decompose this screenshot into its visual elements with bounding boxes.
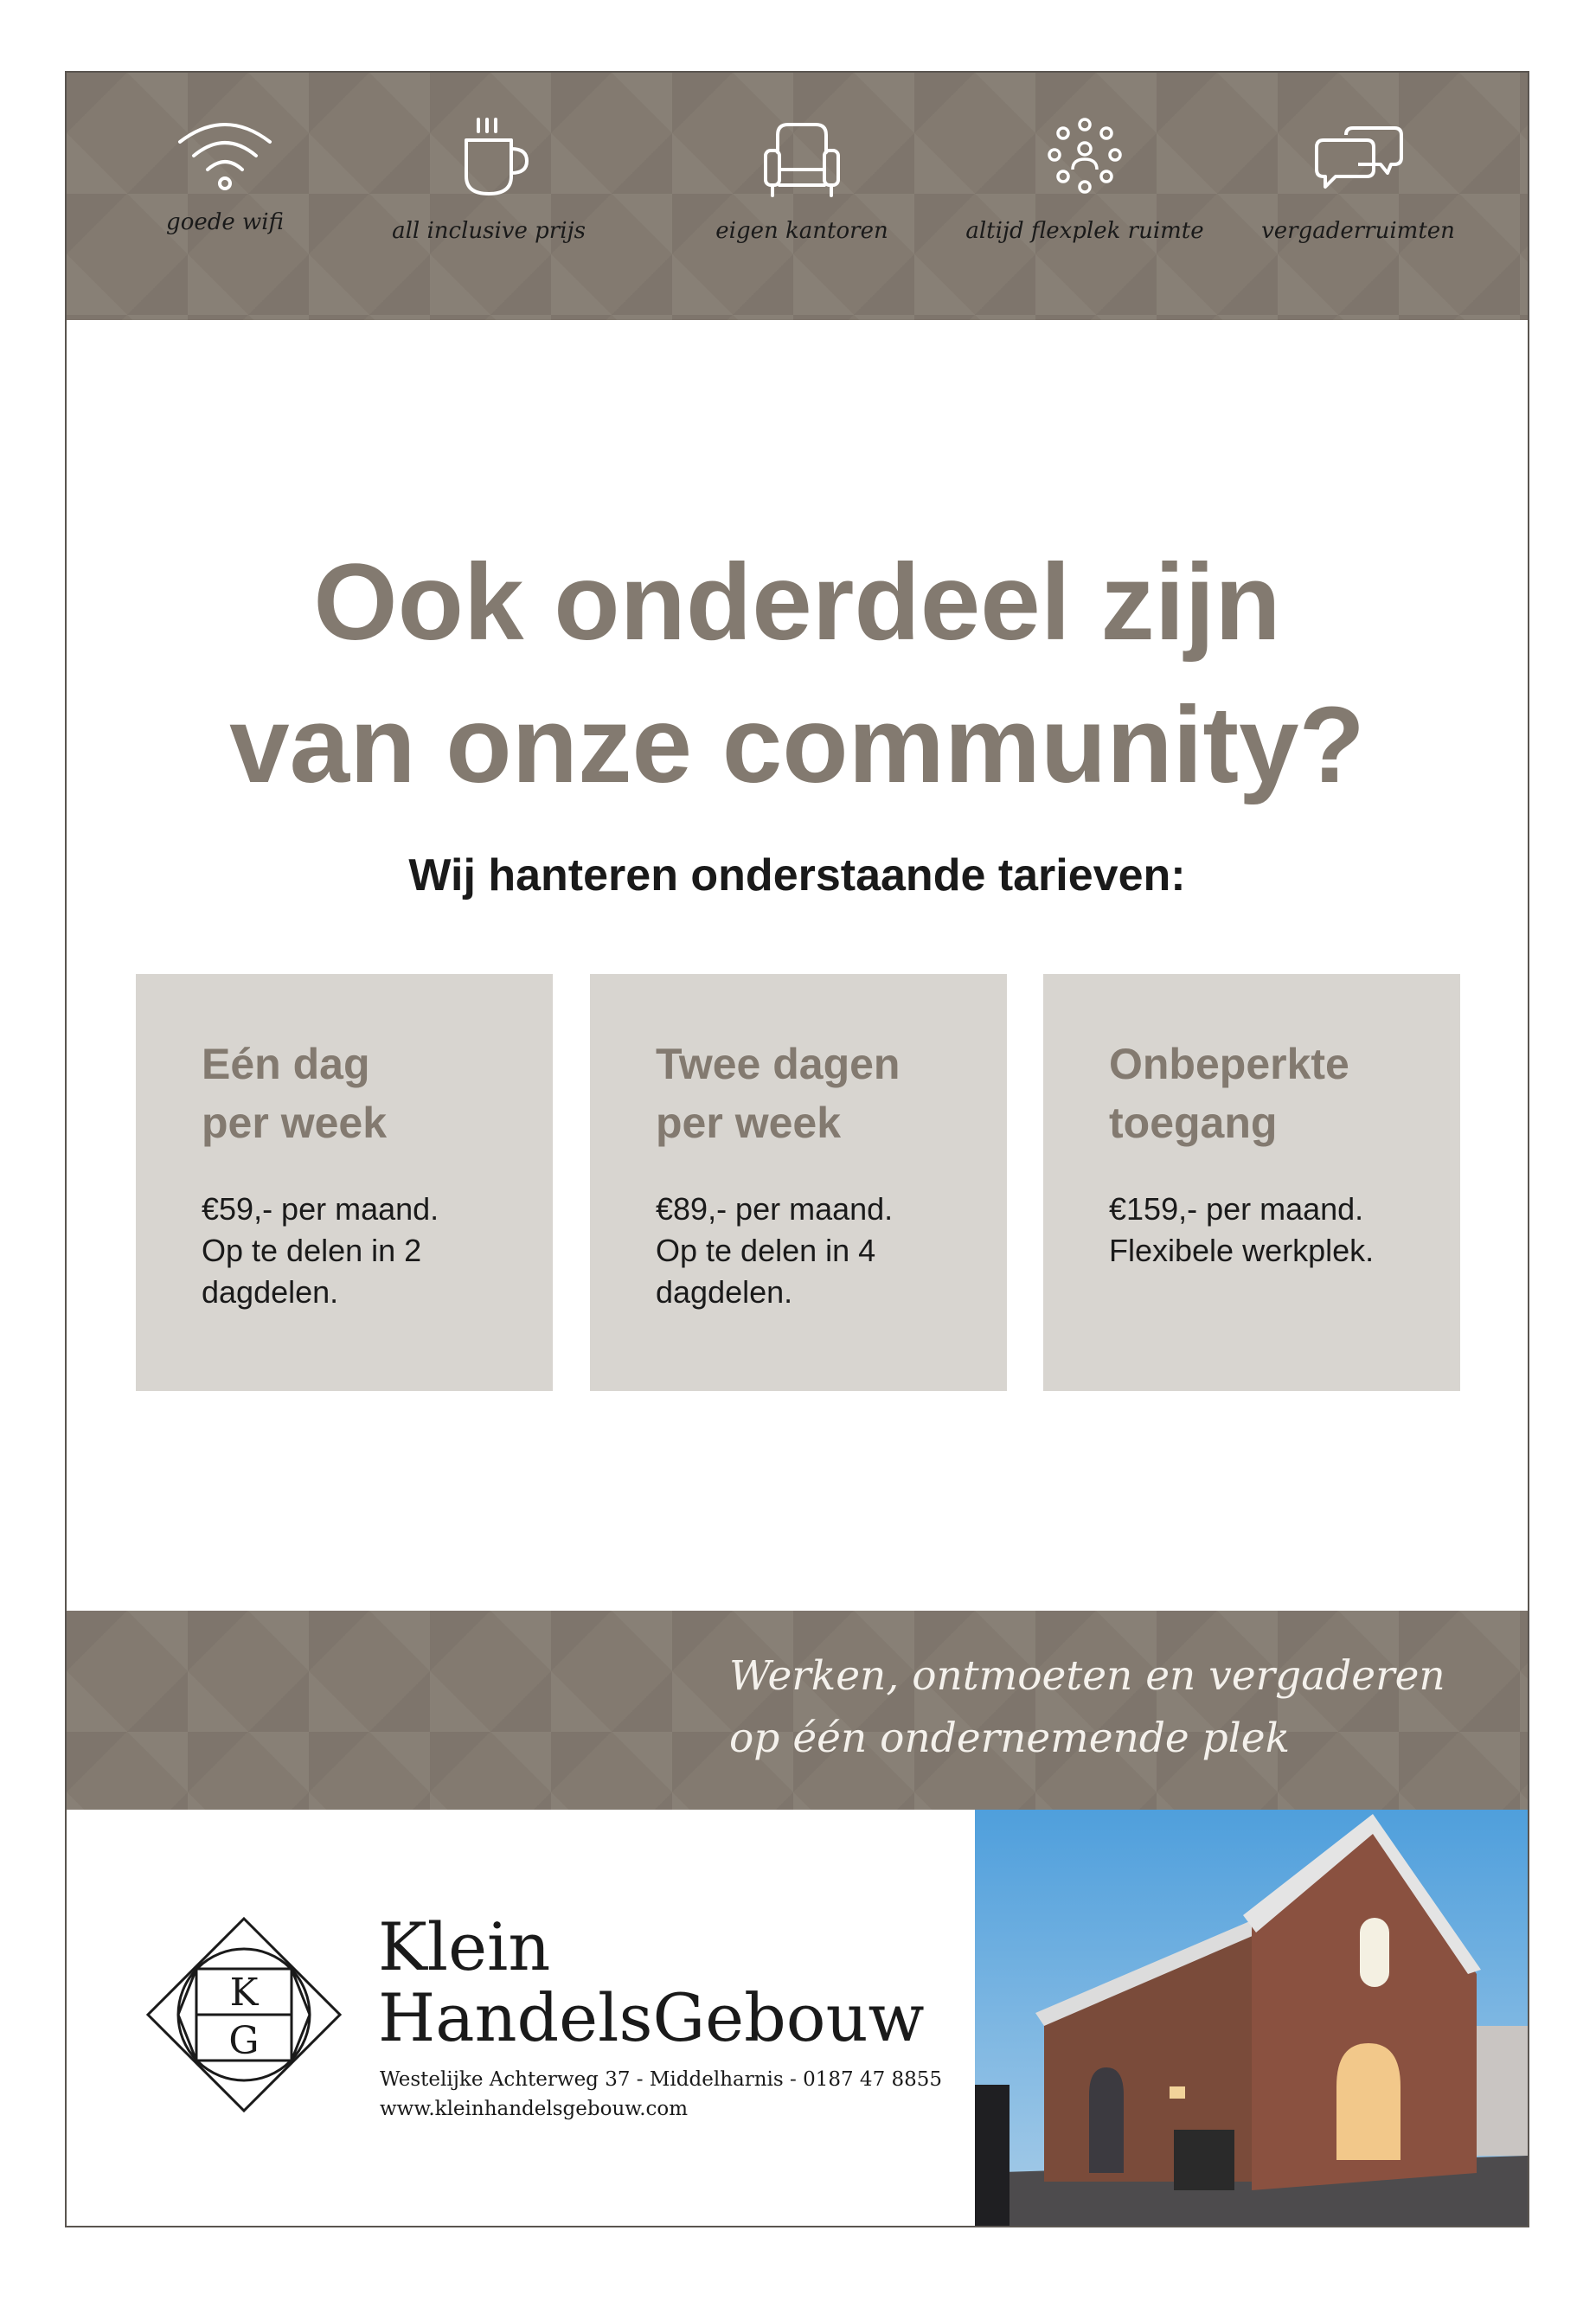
brand-name-line: HandelsGebouw bbox=[378, 1979, 925, 2056]
brand-block bbox=[67, 1810, 975, 2227]
plan-detail: Op te delen in 2 bbox=[202, 1233, 422, 1268]
address-line: Westelijke Achterweg 37 - Middelharnis - 0187 47 8855 bbox=[380, 2068, 943, 2091]
plan-title-line: per week bbox=[202, 1099, 388, 1147]
plan-description bbox=[1109, 1189, 1426, 1272]
slogan-line: op één ondernemende plek bbox=[729, 1715, 1291, 1762]
feature-flexplek bbox=[955, 116, 1215, 244]
slogan-band bbox=[67, 1611, 1528, 1810]
logo-letter-k: K bbox=[229, 1971, 259, 2015]
plan-title-line: Eén dag bbox=[202, 1040, 370, 1088]
plan-detail: dagdelen. bbox=[656, 1274, 793, 1310]
plan-card-unlimited bbox=[1043, 974, 1460, 1391]
plan-price: €59,- per maand. bbox=[202, 1191, 439, 1227]
plan-title-line: toegang bbox=[1109, 1099, 1278, 1147]
plan-description bbox=[656, 1189, 972, 1313]
plan-title-line: Onbeperkte bbox=[1109, 1040, 1349, 1088]
plan-description bbox=[202, 1189, 518, 1313]
slogan-line: Werken, ontmoeten en vergaderen bbox=[729, 1652, 1445, 1700]
headline bbox=[67, 531, 1528, 817]
feature-label: goede wifi bbox=[166, 209, 284, 235]
headline-line: Ook onderdeel zijn bbox=[313, 542, 1281, 663]
plan-title bbox=[656, 1035, 972, 1152]
plan-title bbox=[1109, 1035, 1426, 1152]
brand-name bbox=[378, 1908, 925, 2056]
kg-logo-icon bbox=[144, 1915, 343, 2114]
feature-wifi bbox=[95, 116, 355, 235]
flyer bbox=[65, 71, 1529, 2227]
headline-line: van onze community? bbox=[229, 685, 1365, 805]
feature-label: vergaderruimten bbox=[1261, 218, 1455, 244]
plan-price: €89,- per maand. bbox=[656, 1191, 894, 1227]
plan-title bbox=[202, 1035, 518, 1152]
brand-name-line: Klein bbox=[378, 1908, 551, 1985]
plan-detail: Flexibele werkplek. bbox=[1109, 1233, 1375, 1268]
feature-label: altijd flexplek ruimte bbox=[965, 218, 1204, 244]
feature-label: eigen kantoren bbox=[715, 218, 888, 244]
features-band bbox=[67, 73, 1528, 320]
armchair-icon bbox=[750, 116, 854, 202]
slogan bbox=[729, 1645, 1445, 1770]
plan-card-one-day bbox=[136, 974, 553, 1391]
logo-letter-g: G bbox=[228, 2019, 260, 2063]
feature-meeting-rooms bbox=[1228, 116, 1488, 244]
people-circle-icon bbox=[1033, 116, 1137, 202]
feature-own-offices bbox=[672, 116, 932, 244]
plan-title-line: per week bbox=[656, 1099, 842, 1147]
wifi-icon bbox=[173, 116, 277, 194]
website-link[interactable]: www.kleinhandelsgebouw.com bbox=[380, 2098, 689, 2120]
coffee-cup-icon bbox=[437, 116, 541, 202]
plan-title-line: Twee dagen bbox=[656, 1040, 901, 1088]
feature-all-inclusive bbox=[359, 116, 619, 244]
plan-price: €159,- per maand. bbox=[1109, 1191, 1364, 1227]
chat-bubbles-icon bbox=[1306, 116, 1410, 202]
plan-detail: dagdelen. bbox=[202, 1274, 339, 1310]
plan-card-two-days bbox=[590, 974, 1007, 1391]
contact-info bbox=[380, 2065, 942, 2124]
building-photo bbox=[975, 1810, 1529, 2227]
rates-subtitle: Wij hanteren onderstaande tarieven: bbox=[408, 850, 1186, 901]
plan-detail: Op te delen in 4 bbox=[656, 1233, 876, 1268]
feature-label: all inclusive prijs bbox=[392, 218, 586, 244]
